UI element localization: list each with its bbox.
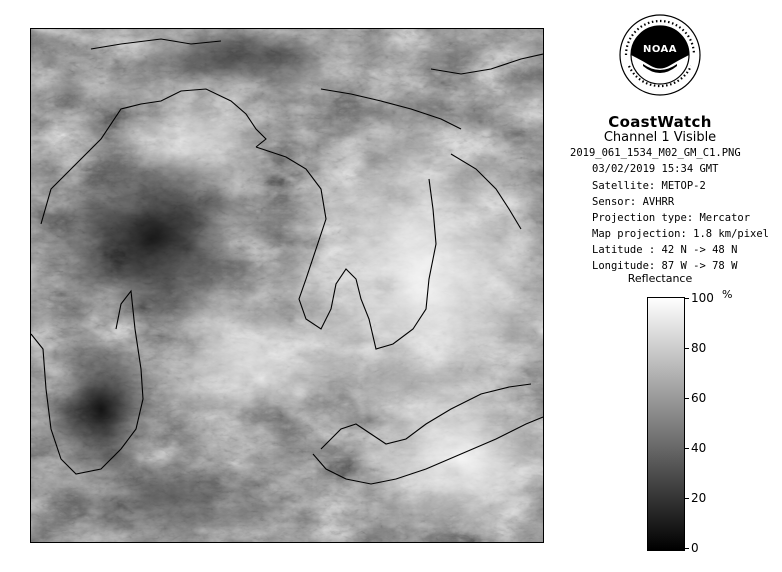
colorbar-tick bbox=[684, 448, 689, 449]
lake-superior-dark bbox=[41, 149, 261, 329]
noaa-logo-graphic bbox=[619, 14, 701, 96]
colorbar-tick-label: 0 bbox=[691, 541, 699, 555]
legend-title: Reflectance bbox=[627, 272, 693, 285]
reflectance-colorbar bbox=[647, 297, 685, 551]
noaa-logo bbox=[619, 14, 701, 102]
product-title: CoastWatch bbox=[608, 113, 712, 131]
projection-type-label: Projection type: Mercator bbox=[592, 212, 751, 224]
colorbar-tick bbox=[684, 298, 689, 299]
colorbar-tick-label: 60 bbox=[691, 391, 707, 405]
colorbar-tick-label: 40 bbox=[691, 441, 707, 455]
legend-unit: % bbox=[722, 288, 733, 301]
colorbar-tick bbox=[684, 548, 689, 549]
logo-text: NOAA bbox=[642, 44, 678, 55]
colorbar-tick bbox=[684, 498, 689, 499]
satellite-map bbox=[30, 28, 544, 543]
map-image bbox=[31, 29, 543, 542]
colorbar-tick-label: 80 bbox=[691, 341, 707, 355]
colorbar-tick bbox=[684, 348, 689, 349]
sensor-label: Sensor: AVHRR bbox=[592, 196, 675, 208]
datetime-label: 03/02/2019 15:34 GMT bbox=[592, 163, 719, 175]
latitude-label: Latitude : 42 N -> 48 N bbox=[592, 244, 738, 256]
longitude-label: Longitude: 87 W -> 78 W bbox=[592, 260, 738, 272]
channel-label: Channel 1 Visible bbox=[603, 130, 717, 145]
map-projection-label: Map projection: 1.8 km/pixel bbox=[592, 228, 770, 240]
colorbar-tick-label: 20 bbox=[691, 491, 707, 505]
south-dark bbox=[51, 459, 291, 539]
satellite-label: Satellite: METOP-2 bbox=[592, 180, 706, 192]
north-shore-dark bbox=[111, 29, 351, 89]
filename-label: 2019_061_1534_M02_GM_C1.PNG bbox=[570, 147, 741, 159]
colorbar-tick bbox=[684, 398, 689, 399]
colorbar-tick-label: 100 bbox=[691, 291, 714, 305]
